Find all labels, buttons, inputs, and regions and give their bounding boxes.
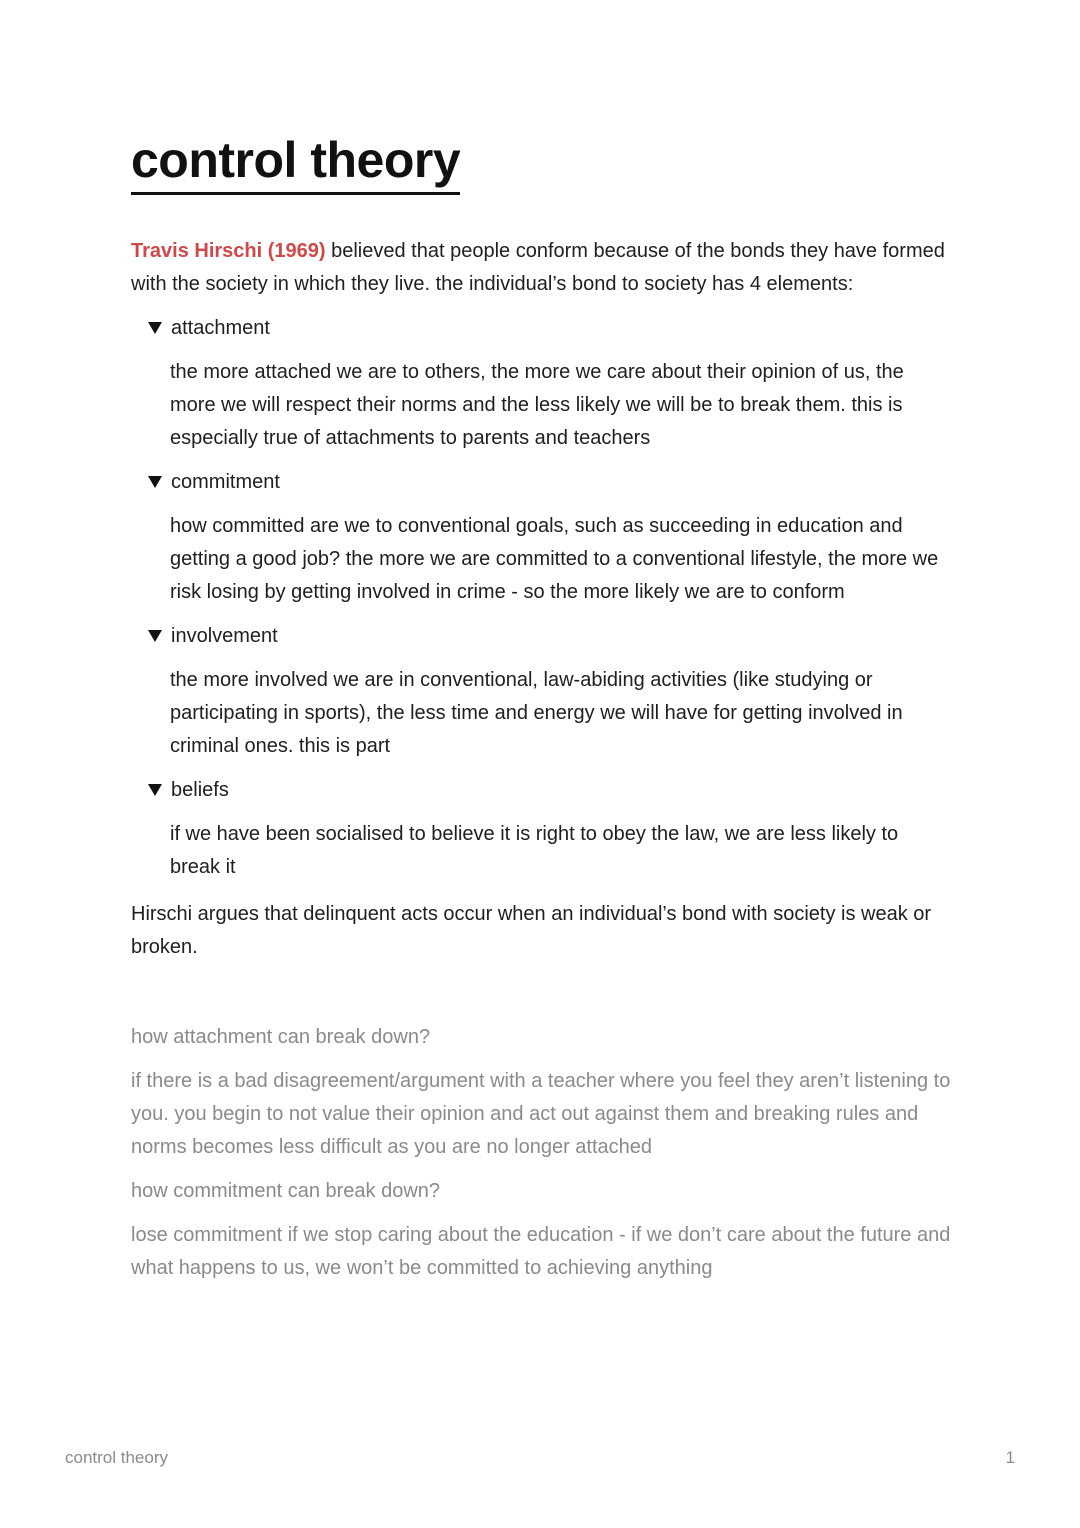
- note-question: how attachment can break down?: [131, 1026, 431, 1048]
- toggle-content: how committed are we to conventional goals, such as succeeding in education and getting a good job? the more we are committed to a conventional lifestyle, the more we risk losing by getting involved in crime - so the more likely we are to conform: [170, 515, 939, 603]
- toggle-beliefs[interactable]: [147, 775, 951, 884]
- page-title: control theory: [131, 130, 460, 195]
- toggle-content: the more attached we are to others, the more we care about their opinion of us, the more we will respect their norms and the less likely we will be to break them. this is especially true of attachments to parents and teachers: [170, 361, 904, 449]
- document-page: [131, 130, 951, 1285]
- toggle-involvement[interactable]: [147, 621, 951, 763]
- intro-paragraph: [131, 235, 951, 301]
- note-answer: if there is a bad disagreement/argument with a teacher where you feel they aren’t listening to you. you begin to not value their opinion and act out against them and breaking rules and norms becomes less difficult as you are no longer attached: [131, 1070, 951, 1158]
- note-answer: lose commitment if we stop caring about the education - if we don’t care about the future and what happens to us, we won’t be committed to achieving anything: [131, 1224, 951, 1279]
- toggle-content: if we have been socialised to believe it is right to obey the law, we are less likely to break it: [170, 823, 899, 878]
- intro-text: believed that people conform because of the bonds they have formed with the society in which they live. the individual’s bond to society has 4 elements:: [131, 240, 945, 295]
- toggle-label: attachment: [171, 317, 270, 339]
- page-number: 1: [1005, 1448, 1015, 1467]
- author-citation: Travis Hirschi (1969): [131, 240, 326, 262]
- triangle-down-icon[interactable]: [148, 476, 162, 488]
- toggle-header[interactable]: [147, 775, 951, 805]
- toggle-label: involvement: [171, 625, 278, 647]
- toggle-label: beliefs: [171, 779, 229, 801]
- toggle-label: commitment: [171, 471, 280, 493]
- toggle-commitment[interactable]: [147, 467, 951, 609]
- triangle-down-icon[interactable]: [148, 322, 162, 334]
- toggle-header[interactable]: [147, 467, 951, 497]
- footer-doc-title: control theory: [65, 1448, 168, 1467]
- toggle-content: the more involved we are in conventional, law-abiding activities (like studying or participating in sports), the less time and energy we will have for getting involved in criminal ones. this is part: [170, 669, 903, 757]
- note-question: how commitment can break down?: [131, 1180, 441, 1202]
- triangle-down-icon[interactable]: [148, 784, 162, 796]
- conclusion-paragraph: Hirschi argues that delinquent acts occur when an individual’s bond with society is weak or broken.: [131, 903, 932, 958]
- toggle-header[interactable]: [147, 313, 951, 343]
- toggle-attachment[interactable]: [147, 313, 951, 455]
- toggle-header[interactable]: [147, 621, 951, 651]
- triangle-down-icon[interactable]: [148, 630, 162, 642]
